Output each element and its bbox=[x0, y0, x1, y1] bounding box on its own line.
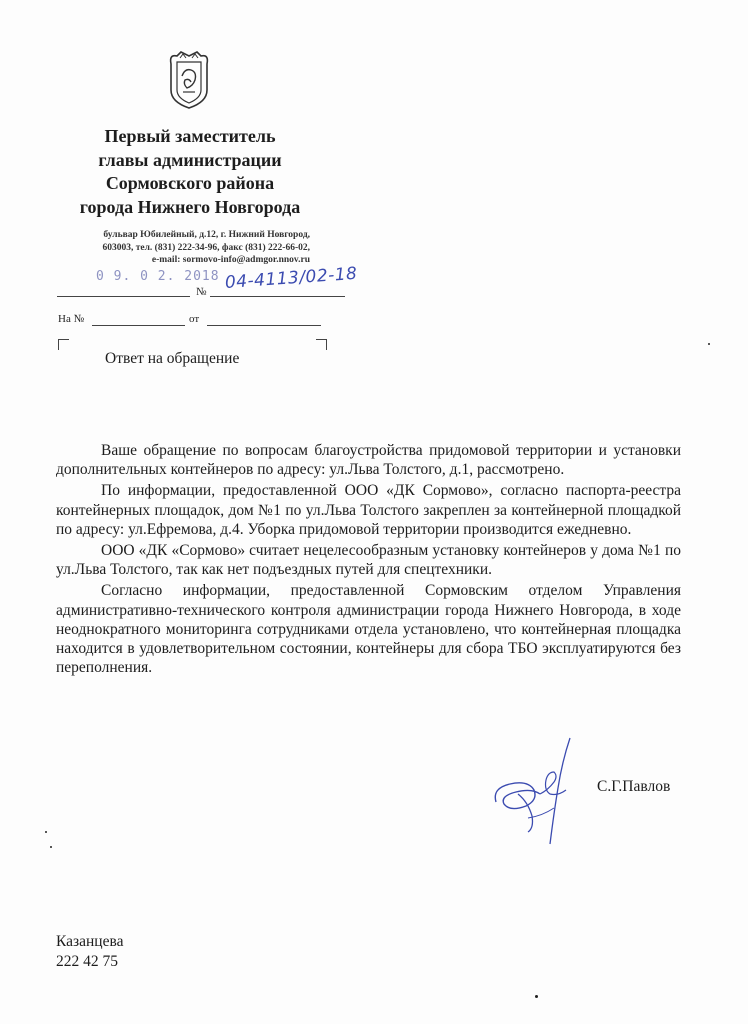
from-line bbox=[207, 325, 321, 326]
executor-name: Казанцева bbox=[56, 933, 124, 950]
corner-bracket-left bbox=[58, 339, 69, 350]
reply-to-line bbox=[92, 325, 185, 326]
date-line bbox=[57, 296, 190, 297]
letter-body bbox=[56, 441, 681, 679]
scan-speck bbox=[50, 846, 52, 848]
signer-name: С.Г.Павлов bbox=[597, 778, 671, 795]
scan-speck bbox=[535, 995, 538, 998]
number-label: № bbox=[196, 286, 207, 298]
address-line: бульвар Юбилейный, д.12, г. Нижний Новгород, bbox=[103, 230, 310, 240]
letter-subject: Ответ на обращение bbox=[105, 350, 240, 367]
sender-title bbox=[40, 125, 340, 219]
scan-speck bbox=[708, 343, 710, 345]
sender-title-line: главы администрации bbox=[98, 149, 282, 170]
sender-title-line: города Нижнего Новгорода bbox=[79, 196, 301, 217]
executor-block bbox=[56, 932, 123, 972]
handwritten-number: 04-4113/02-18 bbox=[224, 263, 359, 293]
number-line bbox=[210, 296, 345, 297]
coat-of-arms-icon bbox=[163, 50, 215, 110]
address-line: 603003, тел. (831) 222-34-96, факс (831) 222-66-02, bbox=[102, 242, 310, 253]
corner-bracket-right bbox=[316, 339, 327, 350]
from-label: от bbox=[189, 313, 200, 325]
body-paragraph: ООО «ДК «Сормово» считает нецелесообразным установку контейнеров у дома №1 по ул.Льва Толстого, так как нет подъездных путей для спецтехники. bbox=[56, 542, 681, 579]
signature-icon bbox=[488, 732, 578, 850]
body-paragraph: Ваше обращение по вопросам благоустройства придомовой территории и установки дополнительных контейнеров по адресу: ул.Льва Толстого, д.1, рассмотрено. bbox=[56, 442, 681, 479]
sender-title-line: Первый заместитель bbox=[104, 126, 276, 146]
scan-speck bbox=[45, 831, 47, 833]
sender-address bbox=[40, 229, 310, 267]
executor-phone: 222 42 75 bbox=[56, 953, 118, 970]
body-paragraph: Согласно информации, предоставленной Сормовским отделом Управления административно-технического контроля администрации города Нижнего Новгорода, в ходе неоднократного мониторинга сотрудниками отдела установлено, что контейнерная площадка находится в удовлетворительном состоянии, контейнеры для сбора ТБО эксплуатируются без переполнения. bbox=[56, 582, 681, 677]
sender-title-line: Сормовского района bbox=[105, 173, 275, 193]
reply-to-label: На № bbox=[58, 313, 85, 325]
body-paragraph: По информации, предоставленной ООО «ДК Сормово», согласно паспорта-реестра контейнерных площадок, дом №1 по ул.Льва Толстого закреплен за контейнерной площадкой по адресу: ул.Ефремова, д.4. Уборка придомовой территории производится ежедневно. bbox=[56, 482, 681, 538]
date-stamp: 0 9. 0 2. 2018 bbox=[96, 269, 220, 284]
address-line: e-mail: sormovo-info@admgor.nnov.ru bbox=[151, 255, 310, 265]
